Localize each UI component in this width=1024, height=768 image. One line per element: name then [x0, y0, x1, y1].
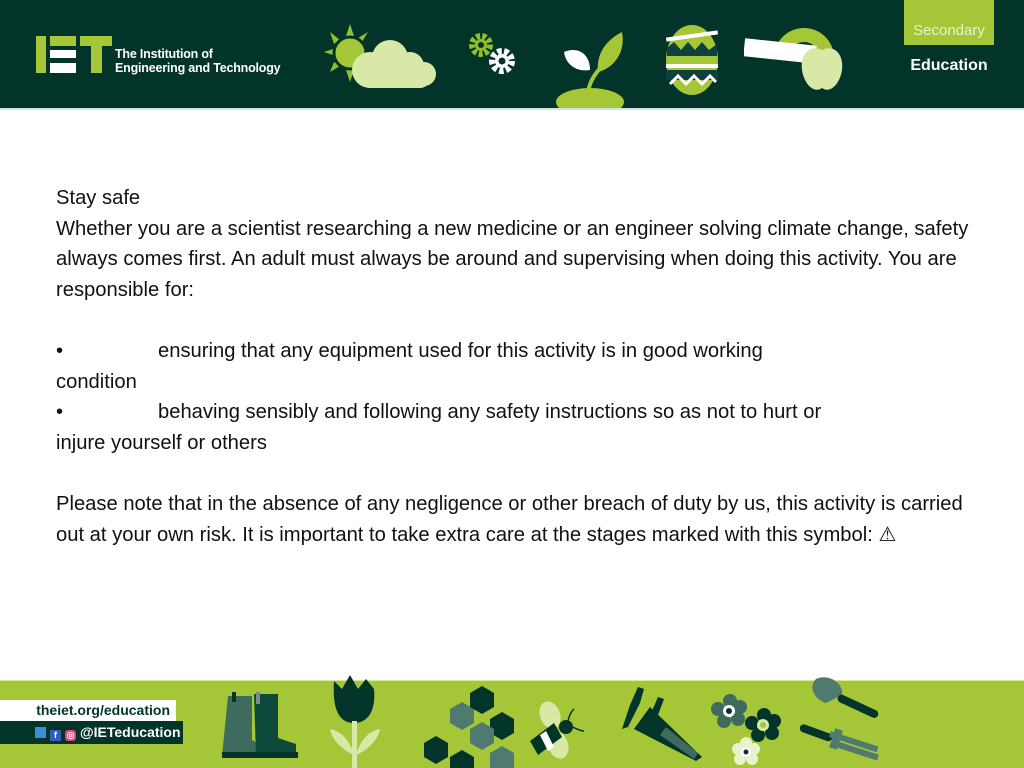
honeycomb-icon [414, 685, 518, 768]
easter-egg-icon [664, 20, 720, 96]
protractor-ruler-apple-icon [744, 18, 854, 94]
iet-logo[interactable] [36, 36, 281, 76]
sprout-icon [550, 32, 630, 108]
disclaimer-paragraph: Please note that in the absence of any negligence or other breach of duty by us, this activity is carried out at your own risk. It is important to take extra care at the stages marked with this symbol: ⚠ [56, 492, 963, 546]
website-link[interactable]: theiet.org/education [0, 700, 176, 721]
iet-logo-mark-icon [36, 36, 112, 73]
responsibility-list [56, 336, 976, 458]
secondary-badge: Secondary [904, 0, 994, 45]
header-divider [0, 108, 1024, 110]
section-label: Education [910, 57, 988, 74]
caliper-icon [610, 687, 702, 761]
facebook-icon[interactable]: f [50, 730, 61, 741]
bullet-marker: • [56, 401, 64, 424]
sun-cloud-icon [320, 22, 438, 90]
section-title: Stay safe [56, 187, 141, 209]
tulip-icon [326, 671, 382, 768]
intro-paragraph: Whether you are a scientist researching a new medicine or an engineer solving climate change, safety always comes first. An adult must always be around and supervising when doing this activity. You are responsible for: [56, 217, 969, 301]
garden-tools-icon [796, 675, 896, 765]
list-item-continuation: condition [56, 370, 137, 393]
social-handle[interactable]: @IETeducation [80, 724, 181, 740]
header-banner [0, 0, 1024, 108]
list-item: • ensuring that any equipment used for this activity is in good working [56, 336, 976, 367]
org-name: The Institution of Engineering and Technology [115, 47, 281, 75]
list-item-continuation: injure yourself or others [56, 431, 267, 454]
bullet-marker: • [56, 339, 64, 362]
social-links [0, 721, 183, 744]
twitter-icon[interactable] [35, 727, 46, 738]
safety-notice [56, 183, 976, 550]
wellington-boots-icon [218, 692, 302, 762]
bee-icon [528, 701, 590, 759]
instagram-icon[interactable]: ◎ [66, 730, 75, 740]
flowers-icon [706, 693, 786, 768]
warning-icon: ⚠ [878, 523, 897, 546]
list-item: • behaving sensibly and following any safety instructions so as not to hurt or [56, 397, 976, 428]
gears-icon [468, 32, 518, 76]
